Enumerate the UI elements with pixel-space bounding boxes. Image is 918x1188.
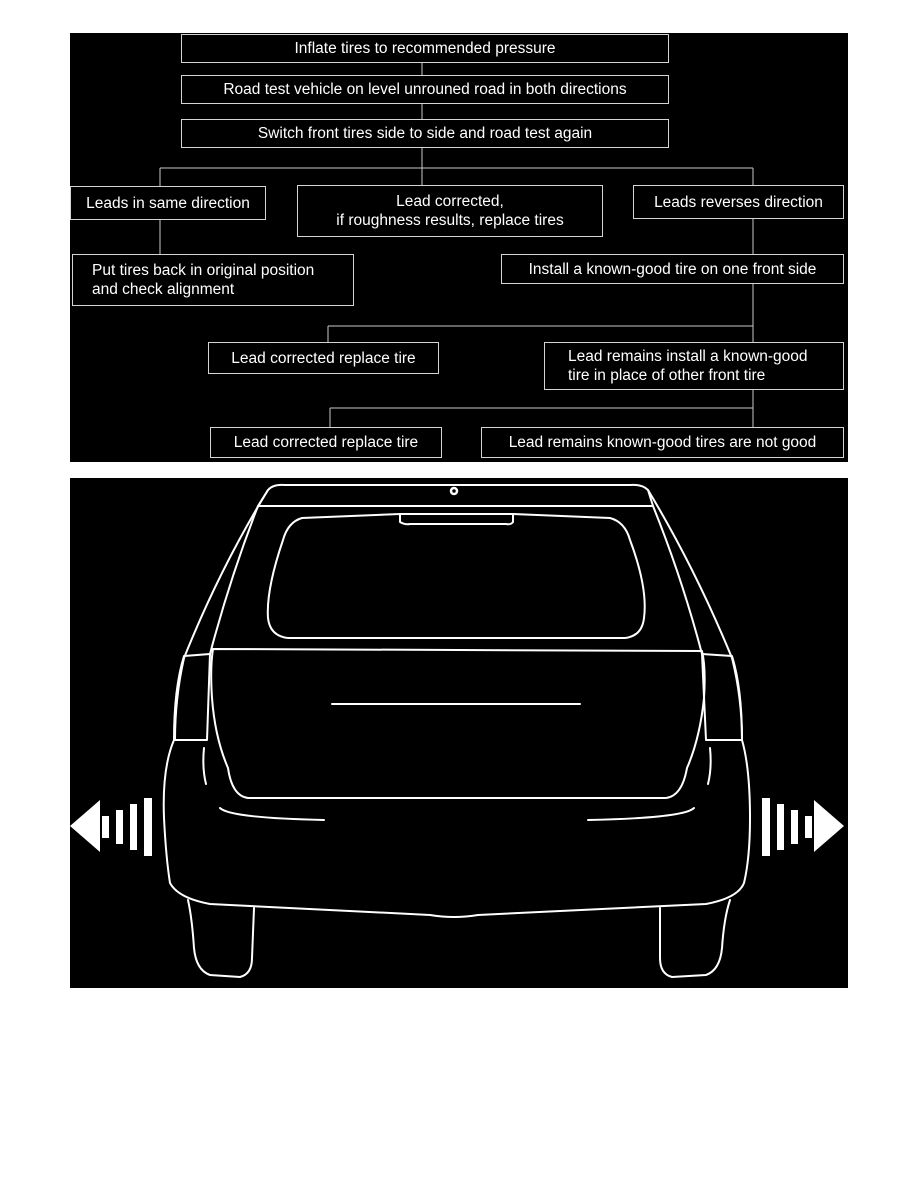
branch-leads-same-direction-text: Leads in same direction: [86, 194, 250, 212]
step-road-test: [181, 75, 669, 104]
result-lead-remains-install-line1: Lead remains install a known-good: [568, 348, 808, 365]
result-tires-not-good-text: Lead remains known-good tires are not good: [508, 434, 817, 451]
result-lead-remains-install-line2: tire in place of other front tire: [568, 367, 766, 384]
branch-lead-corrected-line2: if roughness results, replace tires: [336, 212, 564, 229]
branch-lead-corrected-line1: Lead corrected,: [396, 193, 504, 210]
result-lead-corrected-a: [208, 342, 439, 374]
result-lead-remains-install: [544, 342, 844, 390]
vehicle-illustration-panel: [70, 478, 848, 988]
result-lead-corrected-b-text: Lead corrected replace tire: [233, 434, 419, 451]
rear-window: [268, 514, 645, 638]
tailgate: [211, 649, 704, 798]
rear-bumper: [164, 740, 750, 917]
action-check-alignment-line1: Put tires back in original position: [92, 262, 315, 279]
branch-lead-corrected: [297, 185, 603, 237]
action-check-alignment-line2: and check alignment: [92, 281, 235, 298]
step-inflate-tires: [181, 34, 669, 63]
left-pillar: [210, 506, 258, 654]
right-bumper-reflector-vertical: [708, 748, 711, 784]
left-bumper-reflector-vertical: [203, 748, 206, 784]
right-rear-tire: [660, 900, 730, 977]
right-tail-light: [702, 654, 742, 740]
right-arrow-icon: [762, 798, 844, 856]
action-check-alignment: [72, 254, 354, 306]
rear-camera-icon: [451, 488, 457, 494]
step-switch-tires-text: Switch front tires side to side and road test again: [257, 125, 593, 142]
branch-leads-reverses-direction: [633, 185, 844, 219]
vehicle-rear-view-illustration: [70, 478, 848, 988]
left-tail-light: [174, 654, 210, 740]
right-pillar: [653, 506, 702, 654]
step-road-test-text: Road test vehicle on level unrouned road in both directions: [223, 81, 627, 98]
branch-leads-reverses-direction-text: Leads reverses direction: [654, 193, 823, 211]
result-lead-corrected-a-text: Lead corrected replace tire: [231, 349, 416, 367]
result-tires-not-good: [481, 427, 844, 458]
action-install-known-good-tire: [501, 254, 844, 284]
right-bumper-trim: [588, 808, 694, 820]
action-install-known-good-tire-text: Install a known-good tire on one front side: [528, 260, 817, 278]
branch-leads-same-direction: [70, 186, 266, 220]
left-arrow-icon: [70, 798, 152, 856]
flowchart-panel: [70, 33, 848, 462]
step-inflate-tires-text: Inflate tires to recommended pressure: [294, 40, 556, 57]
step-switch-tires: [181, 119, 669, 148]
left-rear-tire: [188, 900, 254, 977]
left-bumper-trim: [220, 808, 324, 820]
result-lead-corrected-b: [210, 427, 442, 458]
